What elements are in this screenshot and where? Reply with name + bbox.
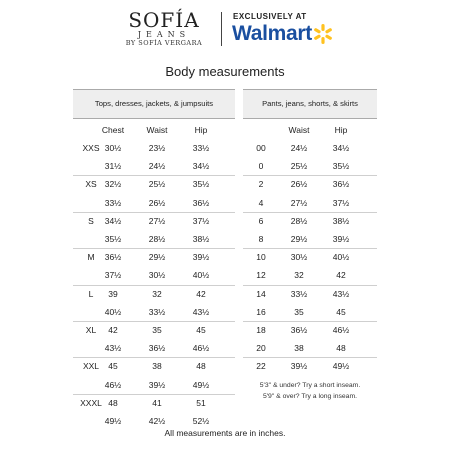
table-cell: 24½ bbox=[148, 161, 166, 172]
page-title: Body measurements bbox=[165, 64, 285, 79]
size-label: XL bbox=[85, 325, 97, 335]
table-cell: 33½ bbox=[148, 306, 166, 317]
table-cell: 36½ bbox=[148, 343, 166, 354]
table-cell: 31½ bbox=[104, 161, 122, 172]
brand-by: BY SOFÍA VERGARA bbox=[125, 39, 203, 47]
size-label: 10 bbox=[256, 252, 266, 263]
table-cell: 49½ bbox=[104, 416, 122, 426]
column-header-hip: Hip bbox=[334, 125, 348, 135]
table-cell: 45 bbox=[336, 306, 346, 317]
tops-column-headers bbox=[73, 125, 235, 139]
table-cell: 33½ bbox=[290, 288, 308, 299]
table-cell: 45 bbox=[108, 361, 118, 372]
size-label: 14 bbox=[256, 288, 266, 299]
table-cell: 29½ bbox=[148, 252, 166, 263]
row-divider bbox=[243, 175, 377, 176]
row-divider bbox=[73, 212, 235, 213]
table-cell: 38 bbox=[294, 343, 304, 354]
brand-sub: JEANS bbox=[137, 30, 191, 39]
table-cell: 48 bbox=[108, 397, 118, 408]
size-label: XS bbox=[85, 179, 97, 190]
table-cell: 37½ bbox=[192, 215, 210, 226]
row-divider bbox=[73, 394, 235, 395]
table-cell: 46½ bbox=[192, 343, 210, 354]
table-cell: 36½ bbox=[192, 197, 210, 208]
table-cell: 35½ bbox=[192, 179, 210, 190]
table-cell: 39½ bbox=[192, 252, 210, 263]
table-cell: 34½ bbox=[332, 143, 350, 153]
column-header-waist: Waist bbox=[288, 125, 310, 135]
row-divider bbox=[243, 285, 377, 286]
table-cell: 49½ bbox=[332, 361, 350, 372]
table-cell: 43½ bbox=[192, 306, 210, 317]
table-cell: 30½ bbox=[104, 143, 122, 153]
table-cell: 43½ bbox=[332, 288, 350, 299]
table-cell: 37½ bbox=[104, 270, 122, 281]
table-cell: 39½ bbox=[290, 361, 308, 372]
table-cell: 42 bbox=[108, 325, 118, 335]
table-cell: 30½ bbox=[290, 252, 308, 263]
row-divider bbox=[243, 357, 377, 358]
table-cell: 26½ bbox=[148, 197, 166, 208]
table-cell: 39½ bbox=[148, 379, 166, 390]
walmart-spark-icon bbox=[312, 23, 334, 45]
table-cell: 41 bbox=[152, 397, 162, 408]
size-label: S bbox=[88, 215, 94, 226]
table-cell: 32½ bbox=[104, 179, 122, 190]
table-cell: 39½ bbox=[332, 234, 350, 244]
table-cell: 36½ bbox=[290, 325, 308, 335]
table-cell: 45 bbox=[196, 325, 206, 335]
table-cell: 29½ bbox=[290, 234, 308, 244]
table-cell: 36½ bbox=[104, 252, 122, 263]
table-cell: 32 bbox=[152, 288, 162, 299]
table-cell: 52½ bbox=[192, 416, 210, 426]
pants-table-heading: Pants, jeans, shorts, & skirts bbox=[243, 89, 377, 119]
table-cell: 37½ bbox=[332, 197, 350, 208]
size-label: M bbox=[87, 252, 95, 263]
row-divider bbox=[73, 357, 235, 358]
table-cell: 35½ bbox=[104, 234, 122, 244]
pants-column-headers bbox=[243, 125, 377, 139]
size-label: 20 bbox=[256, 343, 266, 354]
table-cell: 46½ bbox=[332, 325, 350, 335]
table-cell: 32 bbox=[294, 270, 304, 281]
column-header-chest: Chest bbox=[101, 125, 125, 135]
table-cell: 33½ bbox=[192, 143, 210, 153]
table-cell: 42½ bbox=[148, 416, 166, 426]
brand-name: SOFÍA bbox=[128, 8, 200, 32]
table-cell: 35 bbox=[294, 306, 304, 317]
walmart-logo-text: Walmart bbox=[232, 22, 312, 45]
table-cell: 24½ bbox=[290, 143, 308, 153]
table-cell: 49½ bbox=[192, 379, 210, 390]
table-cell: 34½ bbox=[104, 215, 122, 226]
table-cell: 38½ bbox=[192, 234, 210, 244]
table-cell: 48 bbox=[196, 361, 206, 372]
table-cell: 25½ bbox=[148, 179, 166, 190]
size-label: 0 bbox=[258, 161, 264, 172]
row-divider bbox=[243, 321, 377, 322]
size-label: 6 bbox=[258, 215, 264, 226]
row-divider bbox=[243, 212, 377, 213]
row-divider bbox=[73, 248, 235, 249]
size-label: XXL bbox=[82, 361, 100, 372]
inseam-note: 5'9" & over? Try a long inseam. bbox=[262, 392, 357, 400]
table-cell: 48 bbox=[336, 343, 346, 354]
row-divider bbox=[73, 285, 235, 286]
column-header-hip: Hip bbox=[194, 125, 208, 135]
table-cell: 36½ bbox=[332, 179, 350, 190]
pants-size-table bbox=[243, 89, 377, 400]
size-label: 2 bbox=[258, 179, 264, 190]
size-label: 22 bbox=[256, 361, 266, 372]
table-cell: 28½ bbox=[290, 215, 308, 226]
table-cell: 43½ bbox=[104, 343, 122, 354]
tops-table-heading: Tops, dresses, jackets, & jumpsuits bbox=[73, 89, 235, 119]
table-cell: 35½ bbox=[332, 161, 350, 172]
size-label: XXXL bbox=[80, 397, 102, 408]
table-cell: 42 bbox=[196, 288, 206, 299]
table-cell: 38½ bbox=[332, 215, 350, 226]
size-label: XXS bbox=[82, 143, 100, 153]
column-header-waist: Waist bbox=[146, 125, 168, 135]
logo-divider bbox=[221, 12, 222, 46]
table-cell: 39 bbox=[108, 288, 118, 299]
table-cell: 27½ bbox=[148, 215, 166, 226]
sofia-jeans-logo bbox=[110, 10, 218, 48]
table-cell: 40½ bbox=[192, 270, 210, 281]
tops-size-table bbox=[73, 89, 235, 426]
size-label: L bbox=[88, 288, 94, 299]
table-cell: 35 bbox=[152, 325, 162, 335]
table-cell: 40½ bbox=[332, 252, 350, 263]
table-cell: 34½ bbox=[192, 161, 210, 172]
row-divider bbox=[73, 175, 235, 176]
table-cell: 46½ bbox=[104, 379, 122, 390]
table-cell: 33½ bbox=[104, 197, 122, 208]
header bbox=[0, 8, 450, 53]
footer-note: All measurements are in inches. bbox=[164, 428, 286, 438]
table-cell: 28½ bbox=[148, 234, 166, 244]
table-cell: 23½ bbox=[148, 143, 166, 153]
table-cell: 42 bbox=[336, 270, 346, 281]
table-cell: 26½ bbox=[290, 179, 308, 190]
table-cell: 40½ bbox=[104, 306, 122, 317]
size-label: 18 bbox=[256, 325, 266, 335]
size-label: 4 bbox=[258, 197, 264, 208]
size-label: 8 bbox=[258, 234, 264, 244]
row-divider bbox=[243, 248, 377, 249]
size-label: 12 bbox=[256, 270, 266, 281]
inseam-note: 5'3" & under? Try a short inseam. bbox=[259, 381, 361, 389]
table-cell: 38 bbox=[152, 361, 162, 372]
table-cell: 25½ bbox=[290, 161, 308, 172]
size-label: 16 bbox=[256, 306, 266, 317]
table-cell: 27½ bbox=[290, 197, 308, 208]
row-divider bbox=[73, 321, 235, 322]
table-cell: 30½ bbox=[148, 270, 166, 281]
size-label: 00 bbox=[256, 143, 266, 153]
table-cell: 51 bbox=[196, 397, 206, 408]
exclusive-label: EXCLUSIVELY AT bbox=[233, 12, 307, 21]
